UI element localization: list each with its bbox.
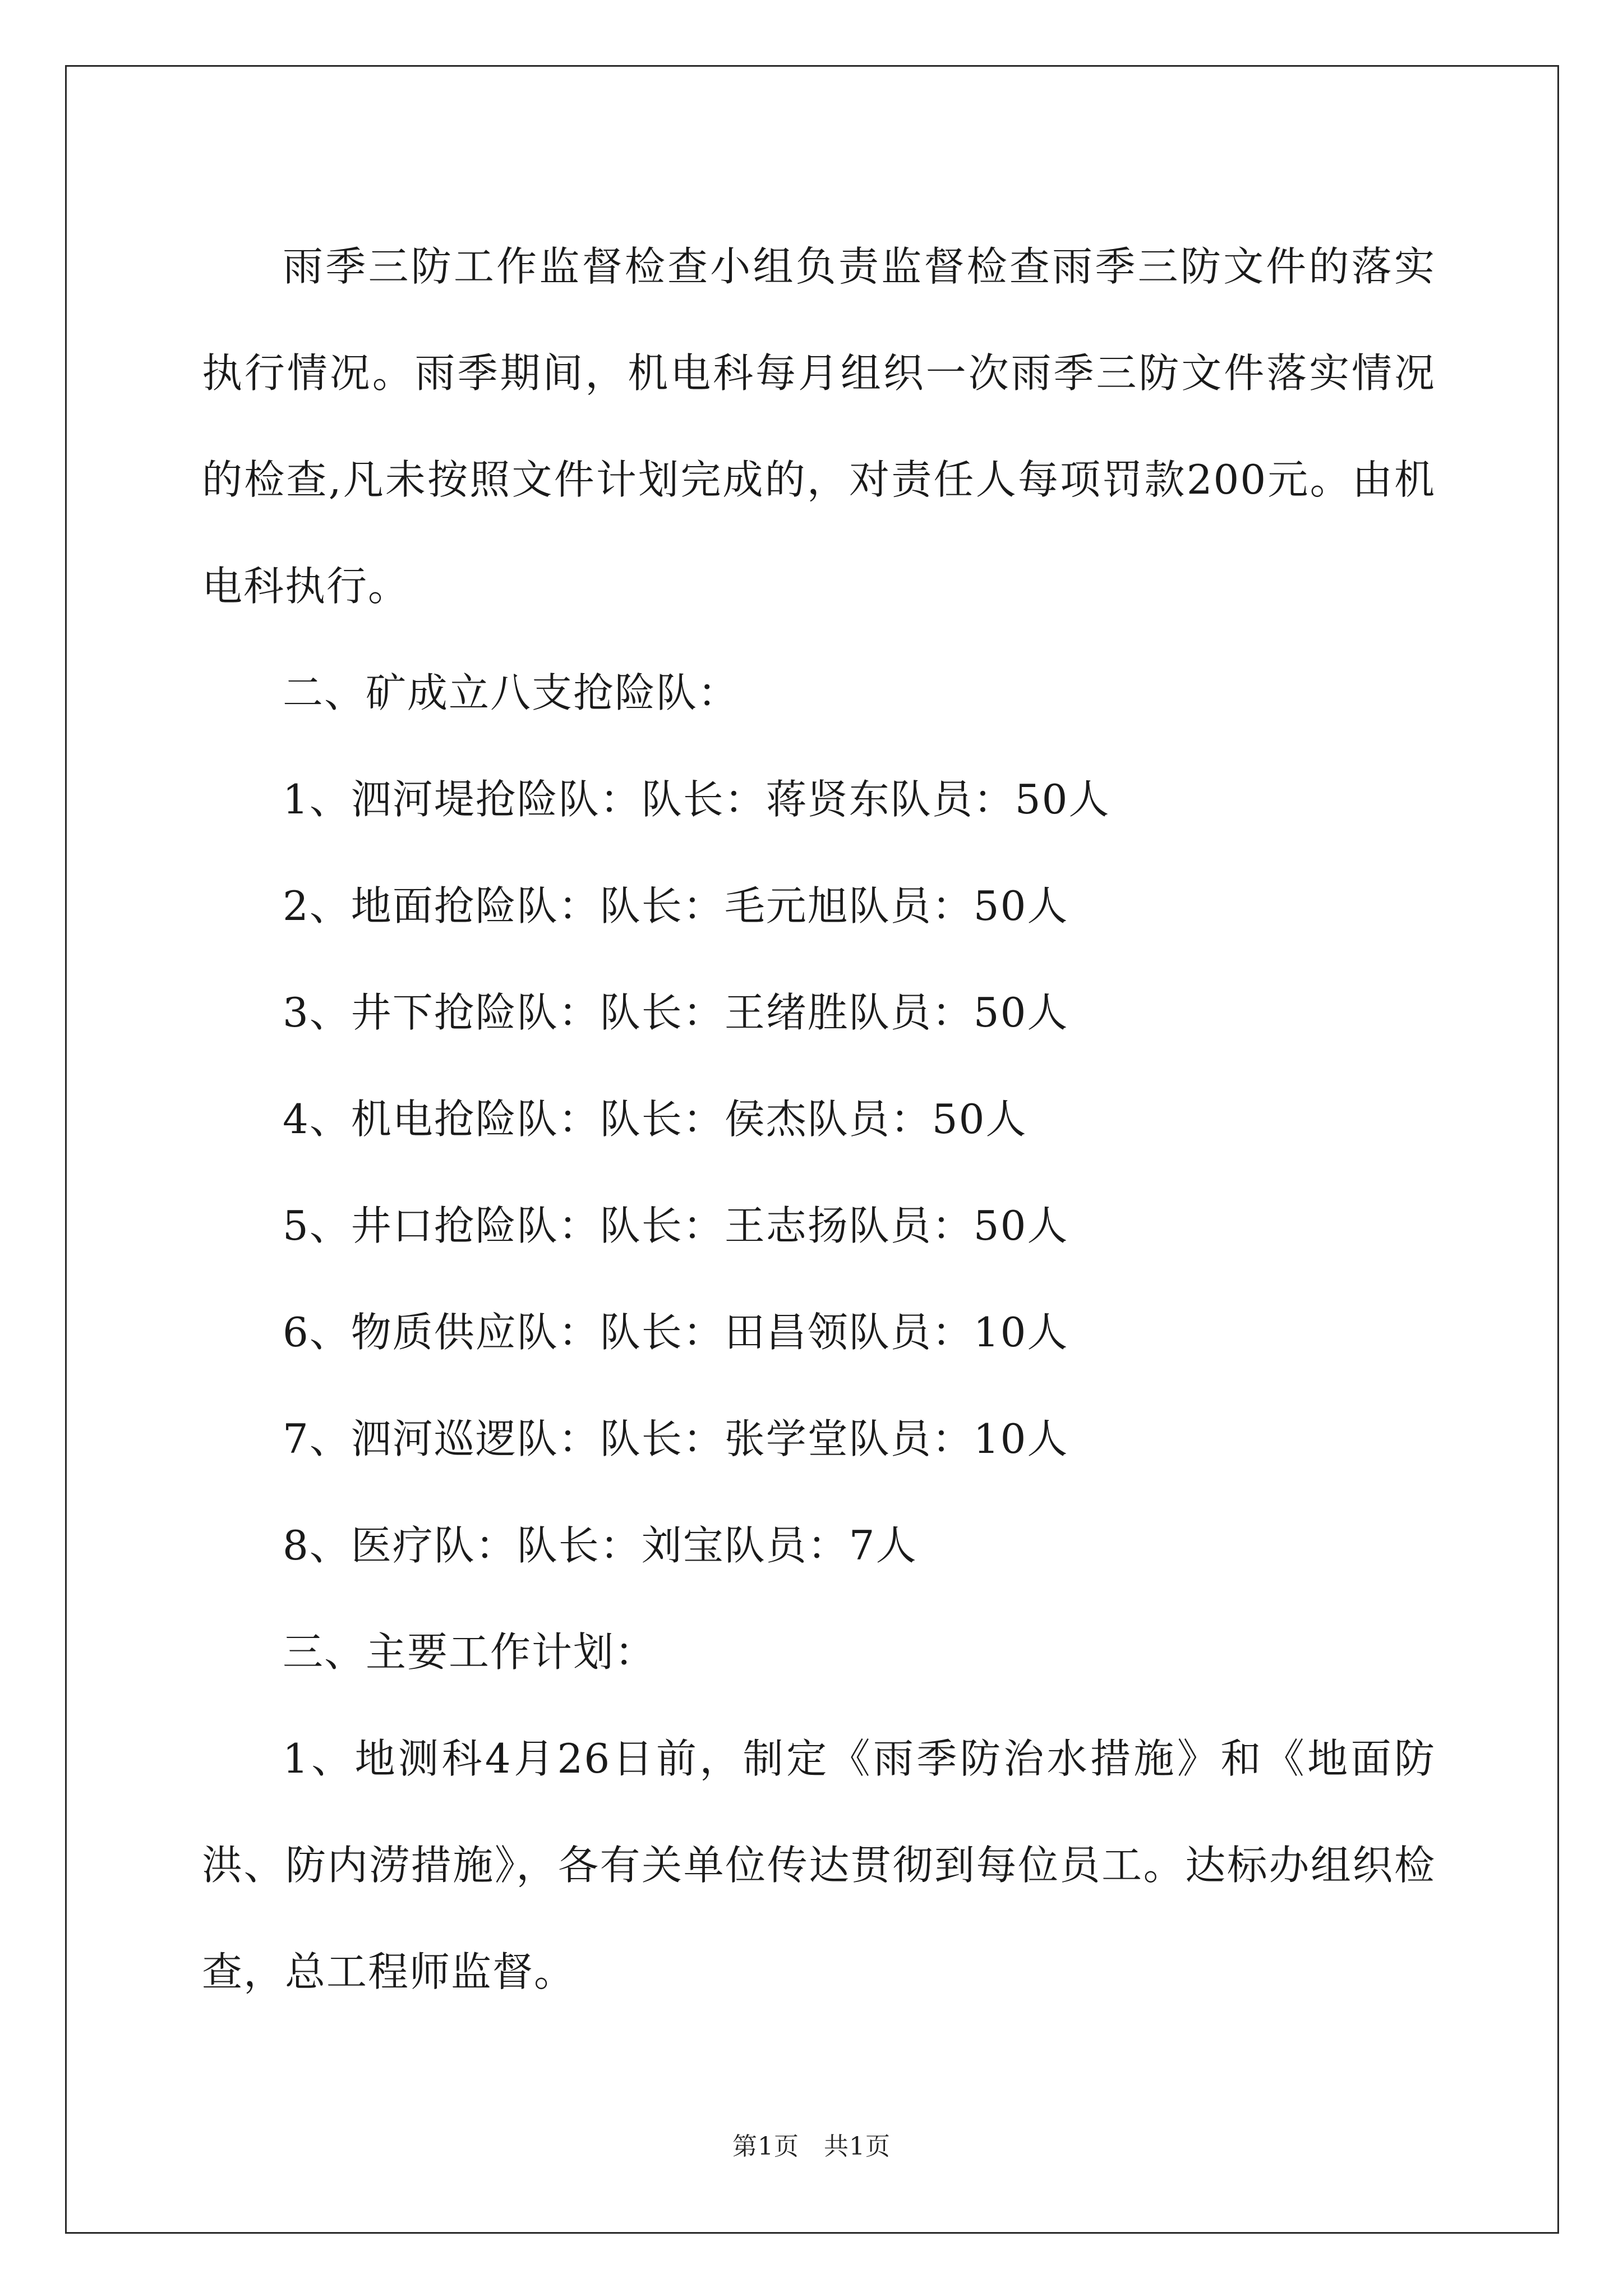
list-item-team-3: 3、井下抢险队：队长：王绪胜队员：50人 <box>283 989 1069 1036</box>
list-item-team-7: 7、泗河巡逻队：队长：张学堂队员：10人 <box>283 1415 1069 1462</box>
page-number-total: 共1页 <box>824 2132 891 2161</box>
page-number-current: 第1页 <box>732 2132 799 2161</box>
document-body <box>202 213 1436 2025</box>
list-item-team-5: 5、井口抢险队：队长：王志扬队员：50人 <box>283 1202 1069 1249</box>
list-item-team-2: 2、地面抢险队：队长：毛元旭队员：50人 <box>283 882 1069 930</box>
section-heading-work-plan: 三、主要工作计划： <box>283 1628 657 1676</box>
list-item-team-1: 1、泗河堤抢险队：队长：蒋贤东队员：50人 <box>283 776 1110 823</box>
page-footer <box>0 2126 1623 2162</box>
section-heading-rescue-teams: 二、矿成立八支抢险队： <box>283 669 740 716</box>
list-item-team-6: 6、物质供应队：队长：田昌领队员：10人 <box>283 1309 1069 1356</box>
paragraph-inspection: 雨季三防工作监督检查小组负责监督检查雨季三防文件的落实执行情况。雨季期间，机电科每月组织一次雨季三防文件落实情况的检查,凡未按照文件计划完成的，对责任人每项罚款200元。由机电科执行。 <box>202 243 1436 610</box>
list-item-team-4: 4、机电抢险队：队长：侯杰队员：50人 <box>283 1096 1027 1143</box>
list-item-team-8: 8、医疗队：队长：刘宝队员：7人 <box>283 1522 917 1569</box>
paragraph-plan-item-1: 1、地测科4月26日前，制定《雨季防治水措施》和《地面防洪、防内涝措施》，各有关单位传达贯彻到每位员工。达标办组织检查，总工程师监督。 <box>202 1735 1436 1995</box>
